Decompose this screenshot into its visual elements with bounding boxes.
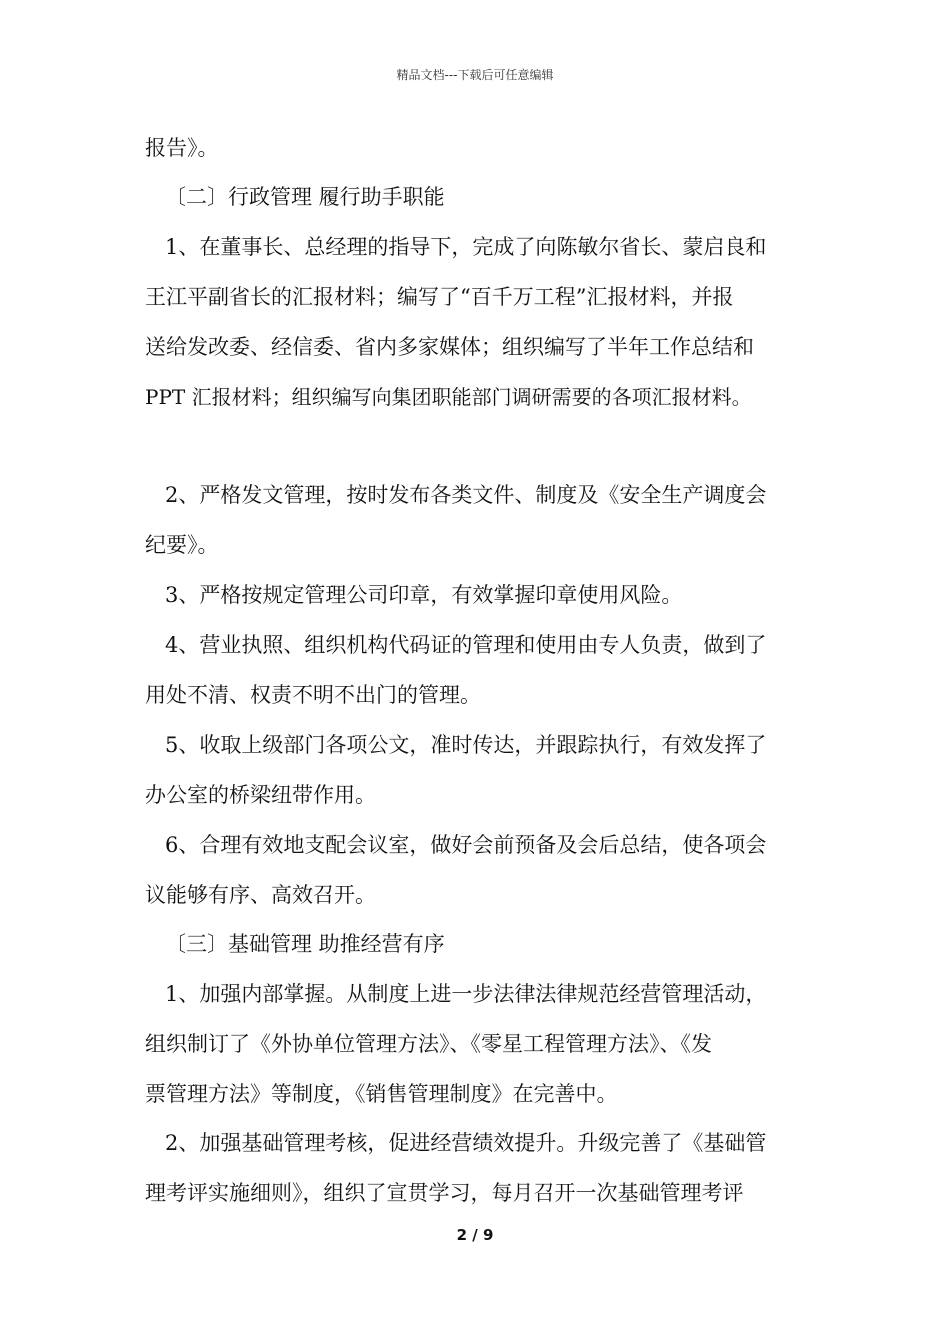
page-number: 2 / 9 bbox=[456, 1226, 494, 1244]
paragraph-line: 2、加强基础管理考核，促进经营绩效提升。升级完善了《基础管 bbox=[165, 1131, 767, 1155]
paragraph-line: 3、严格按规定管理公司印章，有效掌握印章使用风险。 bbox=[165, 583, 683, 607]
paragraph-line: 2、严格发文管理，按时发布各类文件、制度及《安全生产调度会 bbox=[165, 483, 767, 507]
paragraph-line: PPT 汇报材料；组织编写向集团职能部门调研需要的各项汇报材料。 bbox=[145, 385, 752, 409]
paragraph-line: 办公室的桥梁纽带作用。 bbox=[145, 783, 376, 807]
paragraph-line: 1、在董事长、总经理的指导下，完成了向陈敏尔省长、蒙启良和 bbox=[165, 235, 767, 259]
paragraph-line: 议能够有序、高效召开。 bbox=[145, 883, 376, 907]
paragraph-line: 送给发改委、经信委、省内多家媒体；组织编写了半年工作总结和 bbox=[145, 335, 754, 359]
paragraph-line: 理考评实施细则》，组织了宣贯学习，每月召开一次基础管理考评 bbox=[145, 1181, 744, 1205]
paragraph-line: 组织制订了《外协单位管理方法》、《零星工程管理方法》、《发 bbox=[145, 1032, 712, 1056]
section-heading: 〔三〕基础管理 助推经营有序 bbox=[165, 932, 445, 956]
paragraph-line: 用处不清、权责不明不出门的管理。 bbox=[145, 683, 481, 707]
section-heading: 〔二〕行政管理 履行助手职能 bbox=[165, 185, 445, 209]
paragraph-line: 纪要》。 bbox=[145, 533, 219, 557]
paragraph-line: 1、加强内部掌握。从制度上进一步法律法律规范经营管理活动， bbox=[165, 982, 767, 1006]
paragraph-line: 5、收取上级部门各项公文，准时传达，并跟踪执行，有效发挥了 bbox=[165, 733, 767, 757]
paragraph-line: 票管理方法》等制度，《销售管理制度》在完善中。 bbox=[145, 1082, 618, 1106]
page-header: 精品文档---下载后可任意编辑 bbox=[396, 68, 554, 82]
paragraph-line: 6、合理有效地支配会议室，做好会前预备及会后总结，使各项会 bbox=[165, 833, 767, 857]
paragraph-line: 4、营业执照、组织机构代码证的管理和使用由专人负责，做到了 bbox=[165, 633, 767, 657]
paragraph-line: 王江平副省长的汇报材料；编写了“百千万工程”汇报材料，并报 bbox=[145, 285, 734, 309]
paragraph-line: 报告》。 bbox=[145, 136, 219, 160]
